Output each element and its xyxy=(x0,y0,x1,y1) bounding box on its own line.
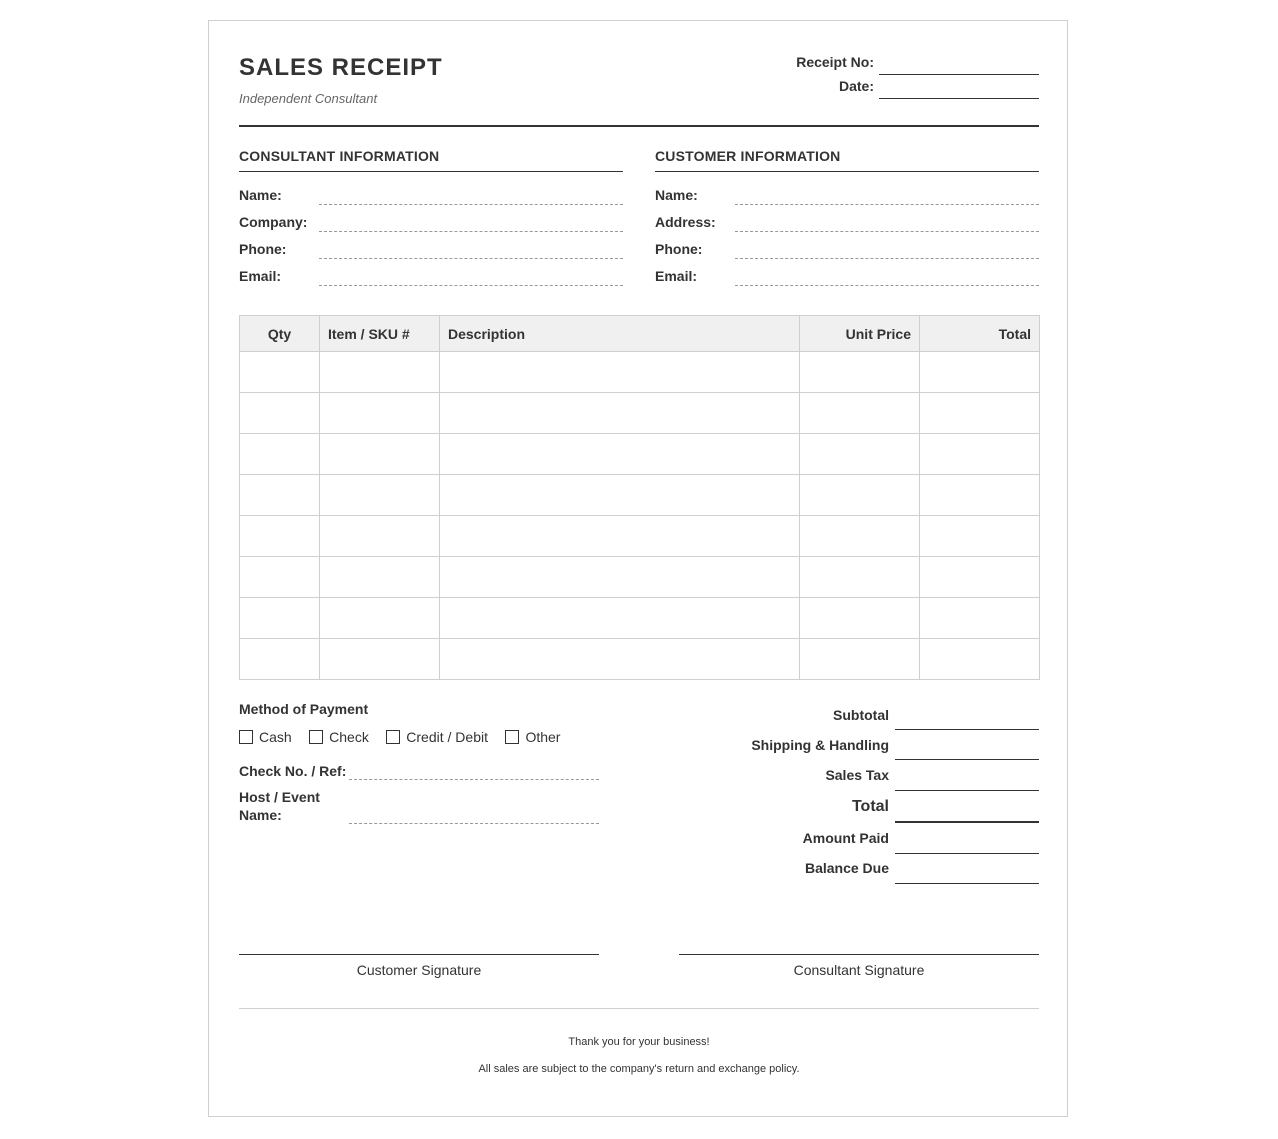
cell-qty[interactable] xyxy=(240,352,320,393)
customer-address-label: Address: xyxy=(655,214,716,230)
column-header-unit-price: Unit Price xyxy=(800,316,920,352)
cell-total[interactable] xyxy=(920,639,1040,680)
consultant-signature-label: Consultant Signature xyxy=(793,962,925,978)
consultant-name-row xyxy=(239,179,623,206)
amount-paid-label: Amount Paid xyxy=(802,830,889,846)
customer-email-field[interactable] xyxy=(735,260,1039,286)
table-row xyxy=(240,352,1040,393)
header-row xyxy=(240,316,1040,352)
check-checkbox[interactable] xyxy=(309,730,323,744)
table-row xyxy=(240,475,1040,516)
balance-due-field[interactable] xyxy=(895,883,1039,884)
total-label: Total xyxy=(851,798,889,815)
customer-phone-field[interactable] xyxy=(735,233,1039,259)
cash-label: Cash xyxy=(259,728,292,745)
column-header-description: Description xyxy=(440,316,800,352)
cell-description[interactable] xyxy=(440,557,800,598)
footer-thanks: Thank you for your business! xyxy=(568,1036,710,1048)
host-event-label-line1: Host / Event xyxy=(239,789,320,805)
consultant-company-label: Company: xyxy=(239,214,308,230)
consultant-section-title: CONSULTANT INFORMATION xyxy=(239,148,623,172)
consultant-phone-field[interactable] xyxy=(319,233,623,259)
cell-total[interactable] xyxy=(920,598,1040,639)
footer-policy: All sales are subject to the company's return and exchange policy. xyxy=(478,1063,800,1075)
cell-qty[interactable] xyxy=(240,516,320,557)
cell-qty[interactable] xyxy=(240,475,320,516)
cell-item-sku[interactable] xyxy=(320,475,440,516)
cell-unit-price[interactable] xyxy=(800,516,920,557)
cell-total[interactable] xyxy=(920,557,1040,598)
cell-item-sku[interactable] xyxy=(320,516,440,557)
balance-due-label: Balance Due xyxy=(804,860,889,876)
customer-signature-label: Customer Signature xyxy=(356,962,482,978)
cell-total[interactable] xyxy=(920,475,1040,516)
cell-total[interactable] xyxy=(920,393,1040,434)
host-event-label-line2: Name: xyxy=(239,807,282,823)
sales-tax-field[interactable] xyxy=(895,790,1039,791)
customer-email-label: Email: xyxy=(655,268,698,284)
receipt-no-row xyxy=(739,54,1039,78)
customer-name-label: Name: xyxy=(655,187,698,203)
amount-paid-field[interactable] xyxy=(895,853,1039,854)
consultant-company-field[interactable] xyxy=(319,206,623,232)
cell-description[interactable] xyxy=(440,393,800,434)
consultant-email-row xyxy=(239,260,623,287)
host-event-label xyxy=(239,788,320,824)
cell-unit-price[interactable] xyxy=(800,598,920,639)
other-checkbox[interactable] xyxy=(505,730,519,744)
footer-divider xyxy=(239,1008,1039,1009)
cell-item-sku[interactable] xyxy=(320,352,440,393)
shipping-field[interactable] xyxy=(895,759,1039,760)
consultant-section xyxy=(239,148,623,287)
table-row xyxy=(240,393,1040,434)
cell-item-sku[interactable] xyxy=(320,393,440,434)
column-header-qty: Qty xyxy=(240,316,320,352)
cell-item-sku[interactable] xyxy=(320,639,440,680)
cell-description[interactable] xyxy=(440,598,800,639)
cell-qty[interactable] xyxy=(240,393,320,434)
consultant-signature-block xyxy=(679,954,1039,978)
cell-unit-price[interactable] xyxy=(800,352,920,393)
customer-address-field[interactable] xyxy=(735,206,1039,232)
check-label: Check xyxy=(329,728,369,745)
consultant-phone-row xyxy=(239,233,623,260)
receipt-page xyxy=(208,20,1068,1117)
cell-unit-price[interactable] xyxy=(800,639,920,680)
consultant-name-label: Name: xyxy=(239,187,282,203)
page-title: SALES RECEIPT xyxy=(239,54,443,81)
payment-options xyxy=(239,728,573,746)
cell-item-sku[interactable] xyxy=(320,434,440,475)
table-row xyxy=(240,639,1040,680)
check-ref-label: Check No. / Ref: xyxy=(239,763,347,779)
table-row xyxy=(240,516,1040,557)
page-subtitle: Independent Consultant xyxy=(239,91,378,106)
cell-total[interactable] xyxy=(920,516,1040,557)
cell-qty[interactable] xyxy=(240,639,320,680)
table-row xyxy=(240,434,1040,475)
total-field[interactable] xyxy=(895,821,1039,823)
credit-debit-checkbox[interactable] xyxy=(386,730,400,744)
items-table-header xyxy=(240,316,1040,352)
cell-description[interactable] xyxy=(440,352,800,393)
cell-unit-price[interactable] xyxy=(800,393,920,434)
consultant-phone-label: Phone: xyxy=(239,241,287,257)
cash-checkbox[interactable] xyxy=(239,730,253,744)
receipt-no-label: Receipt No: xyxy=(796,54,874,70)
table-row xyxy=(240,557,1040,598)
cell-unit-price[interactable] xyxy=(800,475,920,516)
cell-unit-price[interactable] xyxy=(800,434,920,475)
header-divider xyxy=(239,125,1039,127)
customer-address-row xyxy=(655,206,1039,233)
check-ref-field[interactable] xyxy=(349,779,599,780)
customer-email-row xyxy=(655,260,1039,287)
cell-item-sku[interactable] xyxy=(320,557,440,598)
cell-unit-price[interactable] xyxy=(800,557,920,598)
payment-option-check[interactable] xyxy=(309,729,369,745)
column-header-total: Total xyxy=(920,316,1040,352)
customer-signature-line[interactable] xyxy=(239,954,599,955)
customer-name-field[interactable] xyxy=(735,179,1039,205)
cell-total[interactable] xyxy=(920,352,1040,393)
payment-option-other[interactable] xyxy=(505,729,560,745)
customer-section xyxy=(655,148,1039,287)
cell-description[interactable] xyxy=(440,434,800,475)
cell-qty[interactable] xyxy=(240,557,320,598)
customer-phone-row xyxy=(655,233,1039,260)
date-row xyxy=(739,78,1039,102)
credit-debit-label: Credit / Debit xyxy=(406,728,488,745)
consultant-email-field[interactable] xyxy=(319,260,623,286)
consultant-company-row xyxy=(239,206,623,233)
host-event-field[interactable] xyxy=(349,823,599,824)
consultant-name-field[interactable] xyxy=(319,179,623,205)
column-header-item-sku: Item / SKU # xyxy=(320,316,440,352)
cell-description[interactable] xyxy=(440,639,800,680)
customer-phone-label: Phone: xyxy=(655,241,703,257)
consultant-email-label: Email: xyxy=(239,268,282,284)
payment-option-credit-debit[interactable] xyxy=(386,729,488,745)
cell-description[interactable] xyxy=(440,475,800,516)
receipt-no-field[interactable] xyxy=(879,54,1039,75)
cell-qty[interactable] xyxy=(240,598,320,639)
customer-name-row xyxy=(655,179,1039,206)
customer-section-title: CUSTOMER INFORMATION xyxy=(655,148,1039,172)
cell-description[interactable] xyxy=(440,516,800,557)
date-field[interactable] xyxy=(879,78,1039,99)
items-table xyxy=(239,315,1040,680)
sales-tax-label: Sales Tax xyxy=(825,767,889,783)
cell-item-sku[interactable] xyxy=(320,598,440,639)
consultant-signature-line[interactable] xyxy=(679,954,1039,955)
subtotal-field[interactable] xyxy=(895,729,1039,730)
table-row xyxy=(240,598,1040,639)
subtotal-label: Subtotal xyxy=(833,707,889,723)
cell-qty[interactable] xyxy=(240,434,320,475)
shipping-label: Shipping & Handling xyxy=(751,737,889,753)
payment-method-title: Method of Payment xyxy=(239,701,369,717)
cell-total[interactable] xyxy=(920,434,1040,475)
date-label: Date: xyxy=(838,78,874,94)
payment-option-cash[interactable] xyxy=(239,729,292,745)
items-table-body xyxy=(240,352,1040,680)
other-label: Other xyxy=(525,728,561,745)
customer-signature-block xyxy=(239,954,599,978)
